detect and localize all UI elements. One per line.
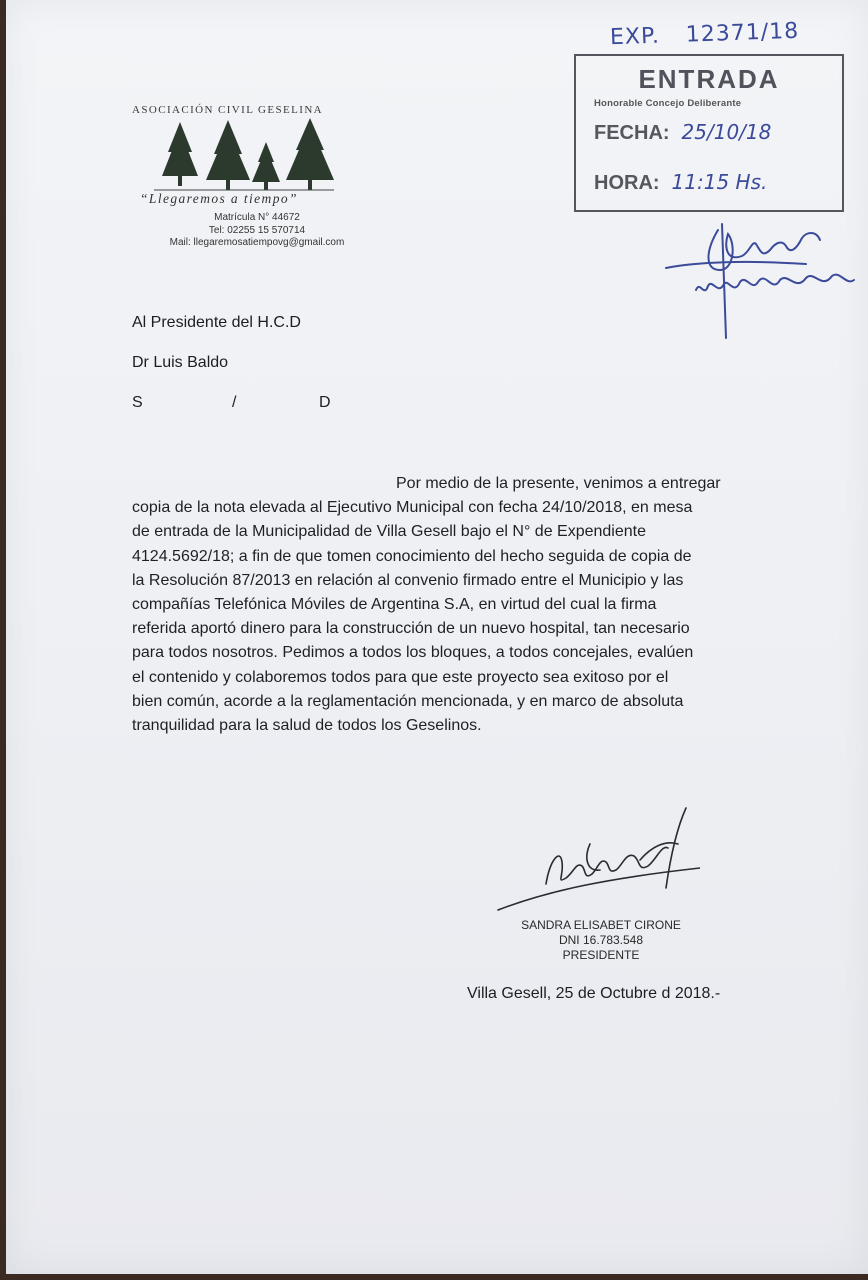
president-signature-icon bbox=[490, 800, 700, 920]
stamp-title: ENTRADA bbox=[638, 64, 780, 94]
body-line: la Resolución 87/2013 en relación al convenio firmado entre el Municipio y las bbox=[132, 571, 684, 589]
body-line: Por medio de la presente, venimos a entregar bbox=[396, 475, 721, 492]
contact-info bbox=[146, 212, 368, 250]
salutation-d: D bbox=[319, 394, 331, 411]
org-name: ASOCIACIÓN CIVIL GESELINA bbox=[132, 104, 324, 116]
fecha-value: 25/10/18 bbox=[681, 120, 772, 144]
telephone: Tel: 02255 15 570714 bbox=[208, 224, 306, 236]
body-line: referida aportó dinero para la construcción de un nuevo hospital, tan necesario bbox=[132, 620, 690, 638]
stamp-subtitle: Honorable Concejo Deliberante bbox=[594, 98, 742, 109]
matricula: Matrícula N° 44672 bbox=[214, 212, 300, 223]
expediente-number bbox=[610, 19, 800, 51]
signer-block bbox=[506, 918, 696, 963]
body-line: tranquilidad para la salud de todos los Geselinos. bbox=[132, 717, 482, 735]
body-line: bien común, acorde a la reglamentación mencionada, y en marco de absoluta bbox=[132, 692, 684, 710]
pine-trees-logo-icon bbox=[154, 118, 334, 194]
body-line: para todos nosotros. Pedimos a todos los bloques, a todos concejales, evalúen bbox=[132, 644, 694, 662]
body-line: el contenido y colaboremos todos para que este proyecto sea exitoso por el bbox=[132, 668, 669, 686]
stamp-hora bbox=[594, 170, 767, 195]
fecha-label: FECHA: bbox=[594, 122, 670, 144]
reception-signature-icon bbox=[656, 210, 866, 340]
salutation-slash: / bbox=[232, 394, 237, 411]
body-line: compañías Telefónica Móviles de Argentina S.A, en virtud del cual la firma bbox=[132, 596, 657, 614]
signer-dni: DNI 16.783.548 bbox=[558, 933, 644, 947]
exp-label: EXP. bbox=[609, 23, 661, 51]
document-page bbox=[6, 0, 868, 1274]
stamp-fecha bbox=[594, 120, 771, 145]
body-line: copia de la nota elevada al Ejecutivo Municipal con fecha 24/10/2018, en mesa bbox=[132, 499, 693, 517]
recipient-title: Al Presidente del H.C.D bbox=[132, 314, 301, 331]
hora-value: 11:15 Hs. bbox=[671, 170, 768, 194]
motto: “Llegaremos a tiempo” bbox=[140, 191, 298, 206]
body-line: 4124.5692/18; a fin de que tomen conocimiento del hecho seguida de copia de bbox=[132, 547, 692, 565]
place-and-date: Villa Gesell, 25 de Octubre d 2018.- bbox=[467, 985, 721, 1002]
recipient-name: Dr Luis Baldo bbox=[132, 354, 229, 371]
letter-body bbox=[132, 472, 752, 738]
body-line: de entrada de la Municipalidad de Villa Gesell bajo el N° de Expendiente bbox=[132, 523, 646, 541]
email: Mail: llegaremosatiempovg@gmail.com bbox=[169, 237, 345, 248]
signer-role: PRESIDENTE bbox=[562, 948, 640, 962]
entrada-stamp bbox=[574, 54, 844, 212]
hora-label: HORA: bbox=[594, 172, 660, 194]
salutation-s: S bbox=[132, 394, 143, 411]
signer-name: SANDRA ELISABET CIRONE bbox=[521, 918, 681, 932]
exp-value: 12371/18 bbox=[685, 18, 800, 48]
